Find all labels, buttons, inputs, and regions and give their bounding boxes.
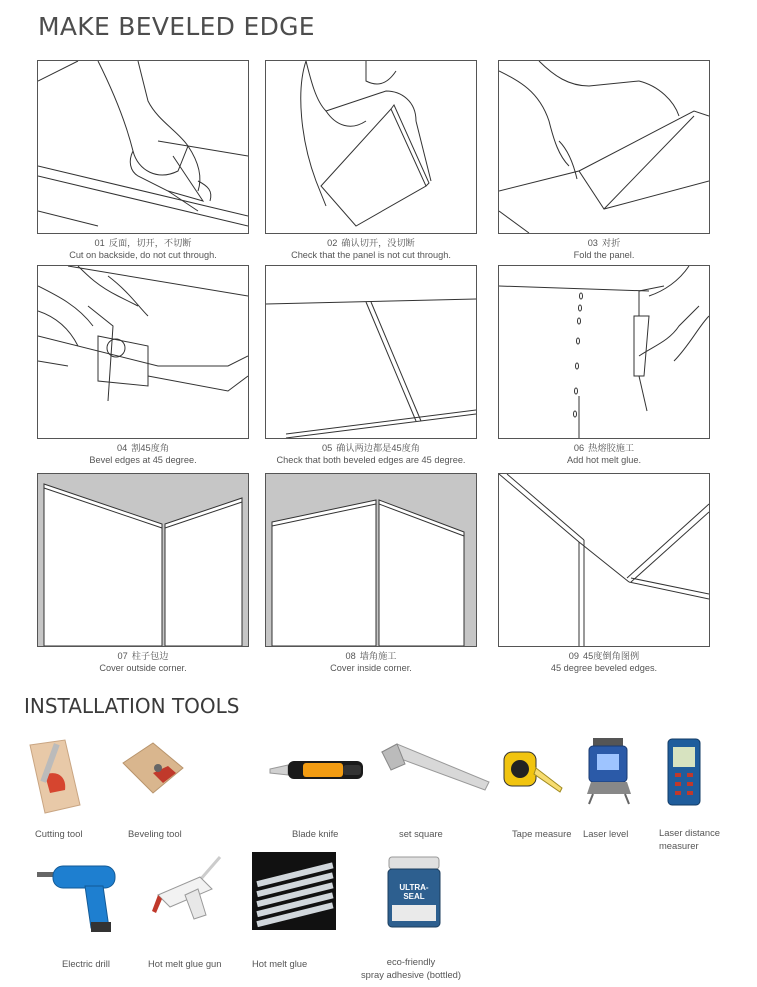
tape-measure-image [500, 748, 565, 798]
tool-label: Cutting tool [35, 828, 83, 839]
cutting-tool-image [25, 735, 85, 820]
step-title-cn: 墙角施工 [359, 651, 397, 661]
tool-label: eco-friendly spray adhesive (bottled) [360, 956, 462, 980]
electric-drill-image [35, 856, 125, 941]
step-caption: Check that both beveled edges are 45 degree. [276, 454, 466, 465]
step-title-cn: 割45度角 [131, 443, 170, 453]
step-caption: Cover inside corner. [330, 662, 412, 673]
step-number: 07 [117, 651, 128, 661]
step-03-illustration [498, 60, 710, 234]
tool-label: set square [399, 828, 443, 839]
hot-melt-glue-gun-image [150, 855, 230, 935]
step-title-cn: 热熔胶施工 [588, 443, 635, 453]
step-number: 05 [322, 443, 333, 453]
tool-label: Laser level [583, 828, 629, 839]
step-number: 03 [587, 238, 598, 248]
step-04-illustration [37, 265, 249, 439]
tool-label: Electric drill [62, 958, 110, 969]
step-caption: Cut on backside, do not cut through. [69, 249, 217, 260]
step-06-illustration [498, 265, 710, 439]
step-08 [265, 473, 477, 674]
laser-distance-measurer-image [666, 737, 702, 812]
tool-label: Hot melt glue gun [148, 958, 222, 969]
step-04 [37, 265, 249, 466]
step-title-cn: 反面，切开，不切断 [108, 238, 192, 248]
step-02 [265, 60, 477, 261]
step-08-illustration [265, 473, 477, 647]
step-06 [498, 265, 710, 466]
step-05-illustration [265, 265, 477, 439]
step-01 [37, 60, 249, 261]
step-07 [37, 473, 249, 674]
beveling-tool-image [118, 738, 188, 803]
tool-label: Tape measure [512, 828, 572, 839]
step-01-illustration [37, 60, 249, 234]
step-caption: 45 degree beveled edges. [550, 662, 658, 673]
product-label: ULTRA-SEAL [399, 883, 429, 901]
step-caption: Cover outside corner. [99, 662, 187, 673]
laser-level-image [583, 736, 635, 811]
step-title-cn: 对折 [601, 238, 621, 248]
step-03 [498, 60, 710, 261]
step-05 [265, 265, 477, 466]
step-title-cn: 柱子包边 [131, 651, 169, 661]
step-title-cn: 45度倒角图例 [583, 651, 640, 661]
step-07-illustration [37, 473, 249, 647]
tools-title: INSTALLATION TOOLS [24, 694, 240, 718]
step-caption: Check that the panel is not cut through. [291, 249, 451, 260]
set-square-image [377, 742, 492, 797]
step-caption: Bevel edges at 45 degree. [89, 454, 197, 465]
page-title: MAKE BEVELED EDGE [38, 12, 315, 41]
step-09-illustration [498, 473, 710, 647]
tool-label: Laser distance measurer [659, 827, 720, 851]
step-number: 01 [94, 238, 105, 248]
spray-adhesive-bottle-image [386, 855, 442, 934]
step-number: 08 [345, 651, 356, 661]
step-title-cn: 确认切开，没切断 [341, 238, 415, 248]
step-title-cn: 确认两边都是45度角 [336, 443, 420, 453]
tool-label: Blade knife [292, 828, 339, 839]
tool-label: Hot melt glue [252, 958, 308, 969]
step-number: 04 [116, 443, 128, 453]
hot-melt-glue-image [252, 852, 336, 935]
step-number: 06 [573, 443, 585, 453]
step-02-illustration [265, 60, 477, 234]
tool-label: Beveling tool [128, 828, 182, 839]
step-caption: Add hot melt glue. [566, 454, 642, 465]
step-number: 09 [568, 651, 580, 661]
step-caption: Fold the panel. [573, 249, 635, 260]
step-number: 02 [327, 238, 338, 248]
blade-knife-image [268, 755, 368, 790]
step-09 [498, 473, 710, 674]
